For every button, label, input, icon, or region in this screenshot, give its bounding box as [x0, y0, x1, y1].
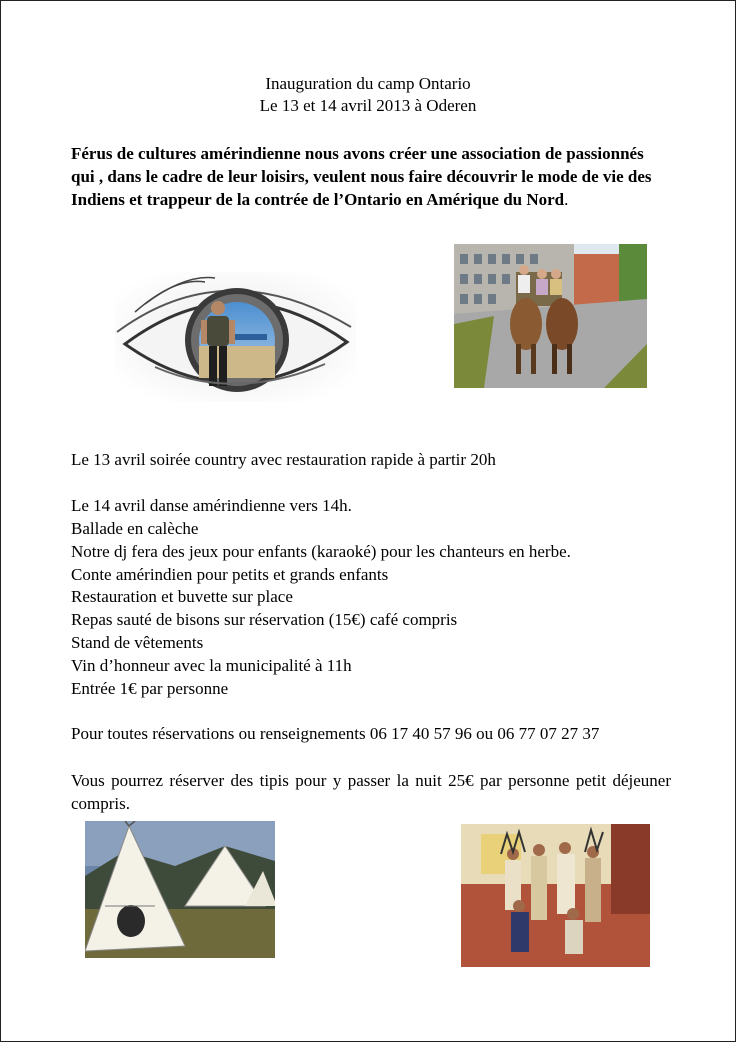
- program-item: Notre dj fera des jeux pour enfants (karaoké) pour les chanteurs en herbe.: [71, 542, 571, 561]
- event-date-location: Le 13 et 14 avril 2013 à Oderen: [259, 96, 477, 115]
- costume-group-photo: [461, 824, 650, 967]
- tipis-photo: [85, 821, 275, 958]
- program-item: Le 14 avril danse amérindienne vers 14h.: [71, 496, 352, 515]
- intro-paragraph: [71, 142, 671, 211]
- contact-tipis: Vous pourrez réserver des tipis pour y passer la nuit 25€ par personne petit déjeuner compris.: [71, 771, 671, 813]
- program-item: Repas sauté de bisons sur réservation (15€) café compris: [71, 610, 458, 629]
- program-item: Vin d’honneur avec la municipalité à 11h: [71, 656, 352, 675]
- contact-reservations: Pour toutes réservations ou renseignements 06 17 40 57 96 ou 06 77 07 27 37: [71, 724, 600, 743]
- horse-carriage-photo: [454, 244, 647, 388]
- program-item: Entrée 1€ par personne: [71, 679, 229, 698]
- program-item: Restauration et buvette sur place: [71, 587, 293, 606]
- program-item: Ballade en calèche: [71, 519, 199, 538]
- program-item: Conte amérindien pour petits et grands enfants: [71, 565, 389, 584]
- program-item: Stand de vêtements: [71, 633, 204, 652]
- intro-text: Férus de cultures amérindienne nous avons créer une association de passionnés qui , dans le cadre de leur loisirs, veulent nous faire découvrir le mode de vie des Indiens et trappeur de la contrée de l’Ontario en Amérique du Nord: [71, 144, 652, 209]
- event-title: Inauguration du camp Ontario: [265, 74, 471, 93]
- eye-photo: [115, 272, 356, 402]
- intro-end-dot: .: [564, 190, 569, 209]
- program-evening-13: Le 13 avril soirée country avec restauration rapide à partir 20h: [71, 450, 496, 469]
